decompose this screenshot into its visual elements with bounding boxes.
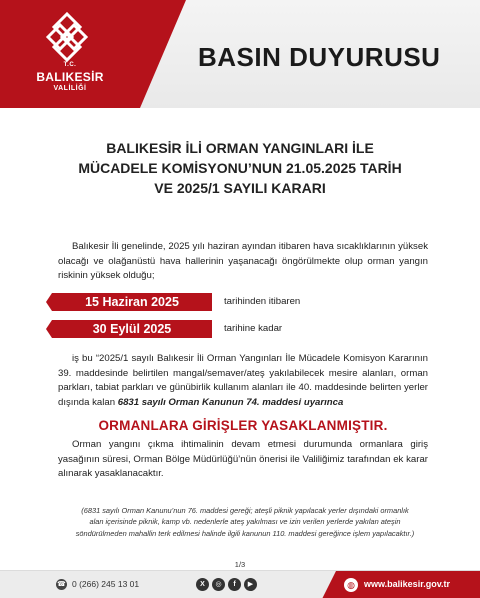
page-number: 1/3 — [234, 560, 246, 569]
phone-icon: ☎ — [57, 581, 66, 588]
law-reference: 6831 sayılı Orman Kanunun 74. maddesi uyarınca — [117, 396, 344, 408]
website-block[interactable] — [336, 571, 480, 598]
instagram-icon[interactable]: ◎ — [212, 578, 225, 591]
decision-paragraph — [58, 352, 428, 410]
intro-paragraph: Balıkesir İli genelinde, 2025 yılı haziran ayından itibaren hava sıcaklıklarının yüksek olacağı ve olağanüstü hava hallerinin yaşanacağı öngörülmekte olup orman yangın riskinin yüksek olduğu; — [58, 241, 428, 282]
footnote: (6831 sayılı Orman Kanunu’nun 76. maddesi gereği; ateşli piknik yapılacak yerler dışındaki ormanlık alan içerisinde piknik, kamp vb. nedenlerle ateş yakılması ve izin verilen yerlerde yakılan ateşin söndürülmeden mahallin terk edilmesi halinde ilgili kanunun 110. maddesi gereğince işlem yapılacaktır.) — [75, 506, 415, 538]
social-links — [196, 578, 257, 591]
logo-sub-text: VALİLİĞİ — [53, 85, 87, 92]
logo-tc-text: T.C. — [63, 62, 77, 68]
decision-text: iş bu “2025/1 sayılı Balıkesir İli Orman Yangınları İle Mücadele Komisyon Kararının 39. maddesinde belirtilen mangal/semaver/ateş yakılabilecek mesire alanları, orman parkları, tabiat parkları ve günübirlik kullanım alanları ile 40. maddesinde belirten yerler dışında kalan — [58, 353, 428, 408]
extension-paragraph: Orman yangını çıkma ihtimalinin devam etmesi durumunda ormanlara giriş yasağının süresi, Orman Bölge Müdürlüğü’nün önerisi ile Valiliğimiz tarafından ek karar alınarak yasaklanacaktır. — [58, 439, 428, 480]
ban-announcement: ORMANLARA GİRİŞLER YASAKLANMIŞTIR. — [98, 418, 388, 433]
logo-block — [0, 0, 140, 108]
subject-line-1: BALIKESİR İLİ ORMAN YANGINLARI İLE — [106, 140, 374, 156]
start-date-note: tarihinden itibaren — [224, 296, 301, 307]
globe-icon: ◍ — [344, 578, 358, 592]
website-link[interactable]: www.balikesir.gov.tr — [364, 579, 451, 589]
balikesir-emblem-icon — [40, 10, 94, 64]
page-title: BASIN DUYURUSU — [198, 42, 441, 72]
footer-bar — [0, 570, 480, 598]
subject-line-2: MÜCADELE KOMİSYONU’NUN 21.05.2025 TARİH — [78, 160, 402, 176]
subject-heading — [0, 138, 480, 198]
phone-number: 0 (266) 245 13 01 — [72, 579, 140, 589]
start-date-badge: 15 Haziran 2025 — [52, 293, 212, 311]
facebook-icon[interactable]: f — [228, 578, 241, 591]
subject-line-3: VE 2025/1 SAYILI KARARI — [154, 180, 326, 196]
logo-name-text: BALIKESİR — [36, 70, 104, 84]
header-banner — [0, 0, 480, 108]
end-date-note: tarihine kadar — [224, 323, 283, 334]
youtube-icon[interactable]: ▶ — [244, 578, 257, 591]
x-icon[interactable]: X — [196, 578, 209, 591]
end-date-badge: 30 Eylül 2025 — [52, 320, 212, 338]
